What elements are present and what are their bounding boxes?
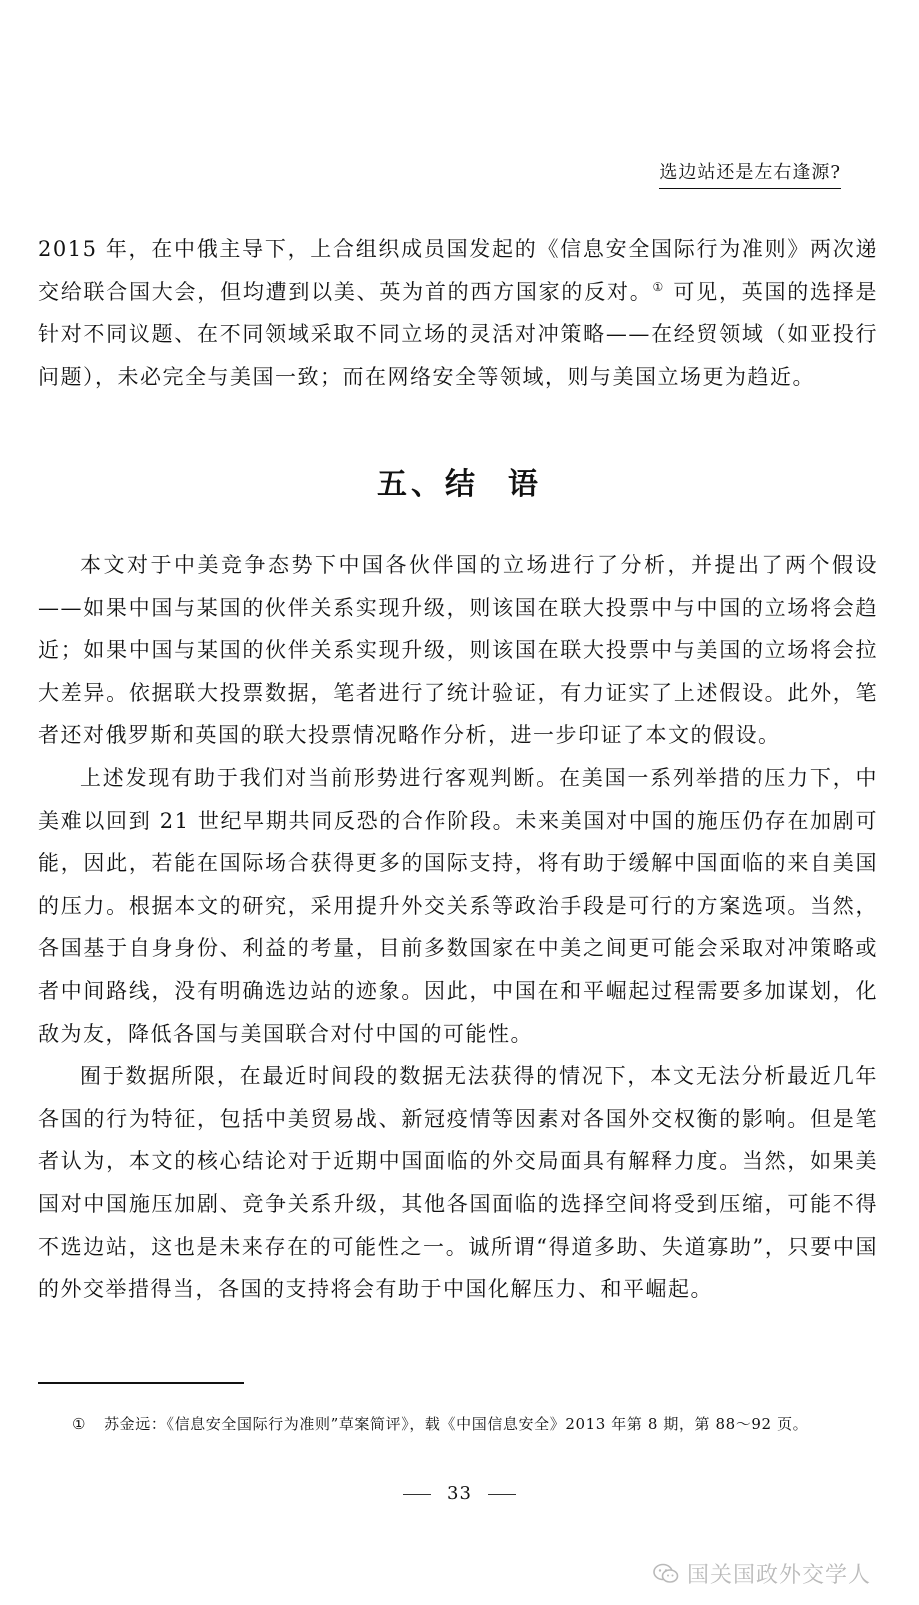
paragraph: 囿于数据所限，在最近时间段的数据无法获得的情况下，本文无法分析最近几年各国的行为特征，包括中美贸易战、新冠疫情等因素对各国外交权衡的影响。但是笔者认为，本文的核心结论对于近期中国面临的外交局面具有解释力度。当然，如果美国对中国施压加剧、竞争关系升级，其他各国面临的选择空间将受到压缩，可能不得不选边站，这也是未来存在的可能性之一。诚所谓“得道多助、失道寡助”，只要中国的外交举措得当，各国的支持将会有助于中国化解压力、和平崛起。 — [38, 1064, 878, 1302]
section-heading: 五、结 语 — [377, 467, 542, 502]
page-number: 33 — [447, 1483, 472, 1504]
footnote-text: 苏金远：《信息安全国际行为准则”草案简评》，载《中国信息安全》2013 年第 8 期，第 88～92 页。 — [104, 1415, 809, 1433]
footnote-marker: ① — [72, 1415, 87, 1433]
paragraph: 本文对于中美竞争态势下中国各伙伴国的立场进行了分析，并提出了两个假设——如果中国与某国的伙伴关系实现升级，则该国在联大投票中与中国的立场将会趋近；如果中国与某国的伙伴关系实现升级，则该国在联大投票中与美国的立场将会拉大差异。依据联大投票数据，笔者进行了统计验证，有力证实了上述假设。此外，笔者还对俄罗斯和英国的联大投票情况略作分析，进一步印证了本文的假设。 — [38, 553, 878, 748]
conclusion-body — [38, 544, 878, 1311]
paragraph-text: 可见，英国的选择是针对不同议题、在不同领域采取不同立场的灵活对冲策略——在经贸领域（如亚投行问题），未必完全与美国一致；而在网络安全等领域，则与美国立场更为趋近。 — [38, 279, 878, 389]
continued-paragraph — [38, 228, 878, 398]
watermark-text: 国关国政外交学人 — [686, 1563, 871, 1588]
paragraph: 上述发现有助于我们对当前形势进行客观判断。在美国一系列举措的压力下，中美难以回到 21 世纪早期共同反恐的合作阶段。未来美国对中国的施压仍存在加剧可能，因此，若能在国际场合获得更多的国际支持，将有助于缓解中国面临的来自美国的压力。根据本文的研究，采用提升外交关系等政治手段是可行的方案选项。当然，各国基于自身身份、利益的考量，目前多数国家在中美之间更可能会采取对冲策略或者中间路线，没有明确选边站的迹象。因此，中国在和平崛起过程需要多加谋划，化敌为友，降低各国与美国联合对付中国的可能性。 — [38, 765, 878, 1046]
footnote-divider — [38, 1382, 244, 1384]
page-number-dash-left — [403, 1494, 431, 1495]
page-number-dash-right — [488, 1494, 516, 1495]
wechat-icon — [653, 1563, 679, 1585]
watermark — [653, 1558, 871, 1589]
footnote — [38, 1410, 876, 1438]
page-number-block — [0, 1483, 919, 1504]
running-header: 选边站还是左右逢源? — [659, 158, 841, 189]
footnote-reference[interactable]: ① — [652, 279, 665, 294]
paragraph-text: 2015 年，在中俄主导下，上合组织成员国发起的《信息安全国际行为准则》两次递交给联合国大会，但均遭到以美、英为首的西方国家的反对。 — [38, 237, 878, 304]
